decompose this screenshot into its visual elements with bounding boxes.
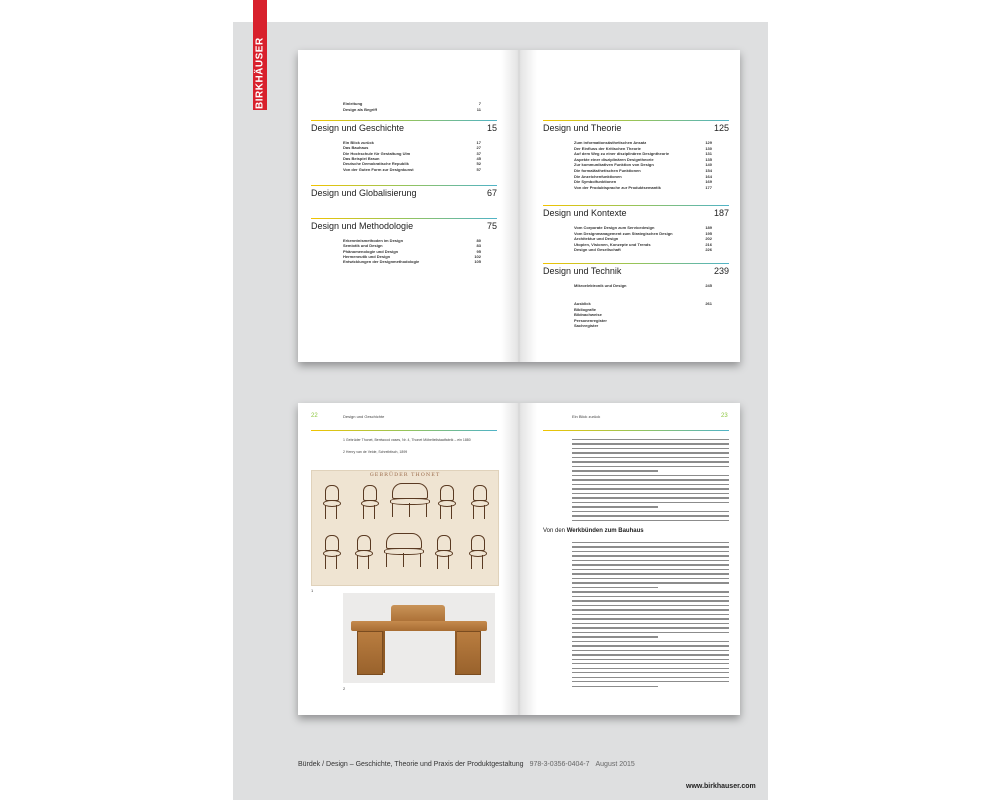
toc-appendix-entry bbox=[574, 307, 712, 312]
text-line bbox=[572, 650, 729, 651]
text-line bbox=[572, 569, 729, 570]
text-line bbox=[572, 560, 729, 561]
toc-entry bbox=[574, 179, 712, 184]
isbn: 978-3-0356-0404-7 bbox=[529, 761, 590, 768]
toc-entry-page: 102 bbox=[474, 253, 481, 259]
toc-intro-entry bbox=[343, 101, 481, 106]
toc-section-title: Design und Theorie bbox=[543, 123, 622, 133]
toc-entry-page: 27 bbox=[476, 145, 481, 151]
toc-entry-title: Ein Blick zurück bbox=[343, 140, 374, 145]
toc-section bbox=[311, 221, 497, 232]
text-line bbox=[572, 520, 729, 521]
toc-intro-entry bbox=[343, 107, 481, 112]
text-line bbox=[572, 488, 729, 489]
toc-entry bbox=[574, 168, 712, 173]
toc-entry-page: 154 bbox=[705, 168, 712, 173]
body-text-block-2 bbox=[572, 542, 729, 690]
toc-entry-page: 131 bbox=[705, 151, 712, 157]
toc-entry bbox=[343, 156, 481, 161]
section-rule bbox=[543, 120, 729, 121]
toc-intro-entry-page: 7 bbox=[478, 101, 481, 106]
body-text-block-1 bbox=[572, 439, 729, 524]
toc-entry-title: Auf dem Weg zu einer disziplinären Designtheorie bbox=[574, 151, 670, 157]
toc-entry bbox=[343, 254, 481, 259]
text-line bbox=[572, 636, 658, 637]
toc-entry-title: Zur kommunikativen Funktion von Design bbox=[574, 162, 654, 168]
text-line bbox=[572, 686, 658, 687]
toc-entry-title: Design und Gesellschaft bbox=[574, 247, 621, 253]
chair-illustration bbox=[434, 535, 452, 569]
toc-entry bbox=[343, 140, 481, 145]
toc-section-page: 125 bbox=[713, 123, 729, 133]
toc-entry bbox=[574, 247, 712, 252]
toc-entry-title: Hermeneutik und Design bbox=[343, 253, 391, 259]
toc-entry-page: 135 bbox=[705, 156, 712, 162]
text-line bbox=[572, 627, 729, 628]
toc-appendix-entry-title: Personenregister bbox=[574, 317, 607, 323]
toc-entry bbox=[574, 151, 712, 156]
text-line bbox=[572, 448, 729, 449]
toc-entry-title: Die Anzeichenfunktionen bbox=[574, 173, 622, 179]
right-running-head: Ein Blick zurück bbox=[572, 414, 601, 419]
text-line bbox=[572, 582, 729, 583]
toc-entry-title: Deutsche Demokratische Republik bbox=[343, 161, 409, 167]
thonet-catalog-image bbox=[311, 470, 499, 586]
text-line bbox=[572, 466, 729, 467]
chair-illustration bbox=[354, 535, 372, 569]
section-rule bbox=[543, 205, 729, 206]
toc-appendix-entry-title: Bibliografie bbox=[574, 306, 597, 312]
toc-section-page: 75 bbox=[486, 221, 497, 231]
toc-section-title: Design und Kontexte bbox=[543, 208, 627, 218]
toc-entry-title: Aspekte einer disziplinären Designtheorie bbox=[574, 156, 654, 162]
left-running-head: Design und Geschichte bbox=[343, 414, 385, 419]
toc-entry-title: Utopien, Visionen, Konzepte und Trends bbox=[574, 241, 651, 247]
toc-entry-title: Von der Produktsprache zur Produktsemantik bbox=[574, 184, 661, 190]
toc-entry-page: 169 bbox=[705, 179, 712, 185]
toc-entry-page: 95 bbox=[476, 248, 481, 254]
left-page-number: 22 bbox=[311, 413, 318, 419]
header-rule bbox=[543, 430, 729, 431]
toc-entry-page: 37 bbox=[476, 150, 481, 156]
toc-intro-entry-title: Design als Begriff bbox=[343, 107, 378, 112]
chair-illustration bbox=[470, 485, 488, 519]
toc-appendix-entry-title: Bildnachweise bbox=[574, 312, 602, 318]
toc-entry bbox=[574, 146, 712, 151]
sofa-illustration bbox=[384, 533, 424, 567]
section-rule bbox=[311, 185, 497, 186]
text-line bbox=[572, 502, 729, 503]
text-line bbox=[572, 497, 729, 498]
section-rule bbox=[543, 263, 729, 264]
figure-caption-2: 2 Henry van de Velde, Schreibtisch, 1899 bbox=[343, 450, 408, 454]
catalog-banner: GEBRÜDER THONET bbox=[369, 472, 441, 478]
chair-illustration bbox=[360, 485, 378, 519]
toc-entry-page: 52 bbox=[476, 161, 481, 167]
text-line bbox=[572, 564, 729, 565]
figure-caption-1: 1 Gebrüder Thonet, Bentwood vases, Nr. 4, Thonet Möbelteilstaatfabrik – ein 1880 bbox=[343, 438, 471, 442]
toc-entry-title: Das Bauhaus bbox=[343, 145, 369, 151]
toc-intro-entry-page: 11 bbox=[476, 107, 481, 112]
toc-entry bbox=[343, 259, 481, 264]
text-line bbox=[572, 551, 729, 552]
text-line bbox=[572, 470, 658, 471]
toc-entry bbox=[343, 243, 481, 248]
section-rule bbox=[311, 120, 497, 121]
toc-entry-title: Mikroelektronik und Design bbox=[574, 283, 627, 288]
publisher-logo: BIRKHÄUSER bbox=[254, 37, 266, 109]
toc-entry-title: Das Beispiel Braun bbox=[343, 155, 380, 161]
toc-entry-title: Die Hochschule für Gestaltung Ulm bbox=[343, 150, 411, 156]
toc-entry-page: 189 bbox=[705, 225, 712, 230]
chair-illustration bbox=[437, 485, 455, 519]
sofa-illustration bbox=[390, 483, 430, 517]
toc-entry-page: 130 bbox=[705, 145, 712, 151]
toc-entry bbox=[343, 249, 481, 254]
text-line bbox=[572, 600, 729, 601]
text-line bbox=[572, 632, 729, 633]
text-line bbox=[572, 573, 729, 574]
toc-appendix-entry bbox=[574, 312, 712, 317]
toc-section-page: 67 bbox=[486, 188, 497, 198]
text-line bbox=[572, 677, 729, 678]
toc-entry bbox=[574, 283, 712, 288]
text-line bbox=[572, 457, 729, 458]
toc-entry-title: Der Einfluss der Kritischen Theorie bbox=[574, 145, 641, 151]
toc-section-title: Design und Geschichte bbox=[311, 123, 405, 133]
toc-entry-title: Vom Corporate Design zum Servicedesign bbox=[574, 225, 655, 230]
toc-appendix-entry-page: 261 bbox=[705, 301, 712, 306]
text-line bbox=[572, 614, 729, 615]
toc-entry-page: 202 bbox=[705, 236, 712, 242]
text-line bbox=[572, 659, 729, 660]
chair-illustration bbox=[468, 535, 486, 569]
toc-section-page: 187 bbox=[713, 208, 729, 218]
text-line bbox=[572, 587, 658, 588]
toc-entry-title: Zum informationsästhetischen Ansatz bbox=[574, 140, 647, 145]
text-line bbox=[572, 668, 729, 669]
text-line bbox=[572, 475, 729, 476]
text-line bbox=[572, 672, 729, 673]
toc-entry bbox=[574, 157, 712, 162]
toc-appendix-entry-title: Sachregister bbox=[574, 323, 599, 329]
toc-entry-page: 45 bbox=[476, 155, 481, 161]
toc-entry bbox=[574, 185, 712, 190]
toc-entry-page: 80 bbox=[476, 238, 481, 243]
toc-entry-title: Vom Designmanagement zum Strategischen Design bbox=[574, 230, 673, 236]
toc-entry bbox=[343, 238, 481, 243]
toc-intro-entry-title: Einleitung bbox=[343, 101, 363, 106]
text-line bbox=[572, 515, 729, 516]
toc-entry-page: 105 bbox=[474, 259, 481, 265]
text-line bbox=[572, 461, 729, 462]
toc-entry-page: 129 bbox=[705, 140, 712, 145]
publisher-url[interactable]: www.birkhauser.com bbox=[686, 783, 756, 790]
toc-entry-title: Entwicklungen der Designmethodologie bbox=[343, 259, 420, 265]
text-line bbox=[572, 546, 729, 547]
text-line bbox=[572, 506, 658, 507]
toc-entry-title: Phänomenologie und Design bbox=[343, 248, 399, 254]
text-line bbox=[572, 542, 729, 543]
toc-section bbox=[543, 266, 729, 277]
toc-entry-title: Semiotik und Design bbox=[343, 243, 383, 249]
toc-entry-title: Architektur und Design bbox=[574, 236, 619, 242]
toc-section-title: Design und Methodologie bbox=[311, 221, 414, 231]
header-rule bbox=[311, 430, 497, 431]
toc-entry-page: 164 bbox=[705, 173, 712, 179]
toc-entry bbox=[574, 140, 712, 145]
text-line bbox=[572, 609, 729, 610]
toc-entry-title: Erkenntnismethoden im Design bbox=[343, 238, 404, 243]
toc-section-page: 239 bbox=[713, 266, 729, 276]
toc-section-page: 15 bbox=[486, 123, 497, 133]
toc-entry bbox=[574, 236, 712, 241]
publication-date: August 2015 bbox=[595, 761, 635, 768]
toc-entry-page: 177 bbox=[705, 184, 712, 190]
toc-entry-title: Die Symbolfunktionen bbox=[574, 179, 617, 185]
toc-entry-page: 17 bbox=[476, 140, 481, 145]
text-line bbox=[572, 654, 729, 655]
figure-number-1: 1 bbox=[311, 588, 314, 593]
toc-entry bbox=[574, 242, 712, 247]
footer-book-info bbox=[298, 761, 635, 768]
toc-entry-page: 245 bbox=[705, 283, 712, 288]
toc-section bbox=[543, 123, 729, 134]
section-rule bbox=[311, 218, 497, 219]
text-line bbox=[572, 605, 729, 606]
toc-entry bbox=[574, 174, 712, 179]
toc-entry bbox=[343, 151, 481, 156]
toc-entry bbox=[343, 161, 481, 166]
text-line bbox=[572, 443, 729, 444]
toc-entry-title: Von der Guten Form zur Designkunst bbox=[343, 166, 414, 172]
figure-number-2: 2 bbox=[343, 686, 346, 691]
toc-entry bbox=[343, 167, 481, 172]
right-page-number: 23 bbox=[721, 413, 728, 419]
desk-photo bbox=[343, 593, 495, 683]
toc-entry-page: 140 bbox=[705, 162, 712, 168]
chair-illustration bbox=[322, 485, 340, 519]
toc-section bbox=[543, 208, 729, 219]
text-line bbox=[572, 645, 729, 646]
toc-appendix-entry bbox=[574, 318, 712, 323]
toc-appendix-entry-title: Ausblick bbox=[574, 301, 591, 306]
toc-entry bbox=[574, 231, 712, 236]
toc-appendix-entry bbox=[574, 301, 712, 306]
text-line bbox=[572, 493, 729, 494]
toc-entry bbox=[343, 145, 481, 150]
text-line bbox=[572, 511, 729, 512]
toc-entry-page: 226 bbox=[705, 247, 712, 253]
toc-entry bbox=[574, 162, 712, 167]
toc-section-title: Design und Technik bbox=[543, 266, 622, 276]
text-line bbox=[572, 623, 729, 624]
text-line bbox=[572, 591, 729, 592]
toc-entry-page: 83 bbox=[476, 243, 481, 249]
text-line bbox=[572, 618, 729, 619]
text-line bbox=[572, 681, 729, 682]
text-line bbox=[572, 663, 729, 664]
toc-section-title: Design und Globalisierung bbox=[311, 188, 417, 198]
toc-section bbox=[311, 188, 497, 199]
text-line bbox=[572, 578, 729, 579]
book-title: Bürdek / Design – Geschichte, Theorie und Praxis der Produktgestaltung bbox=[298, 761, 524, 768]
toc-entry-page: 57 bbox=[476, 166, 481, 172]
section-heading: Von den Werkbünden zum Bauhaus bbox=[543, 528, 644, 534]
spine-shadow bbox=[501, 50, 537, 362]
toc-entry-page: 216 bbox=[705, 241, 712, 247]
text-line bbox=[572, 479, 729, 480]
chair-illustration bbox=[322, 535, 340, 569]
toc-section bbox=[311, 123, 497, 134]
toc-entry bbox=[574, 225, 712, 230]
toc-appendix-entry bbox=[574, 323, 712, 328]
text-line bbox=[572, 484, 729, 485]
toc-entry-page: 195 bbox=[705, 230, 712, 236]
text-line bbox=[572, 641, 729, 642]
text-line bbox=[572, 596, 729, 597]
text-line bbox=[572, 439, 729, 440]
toc-entry-title: Die formalästhetischen Funktionen bbox=[574, 168, 641, 173]
text-line bbox=[572, 555, 729, 556]
text-line bbox=[572, 452, 729, 453]
